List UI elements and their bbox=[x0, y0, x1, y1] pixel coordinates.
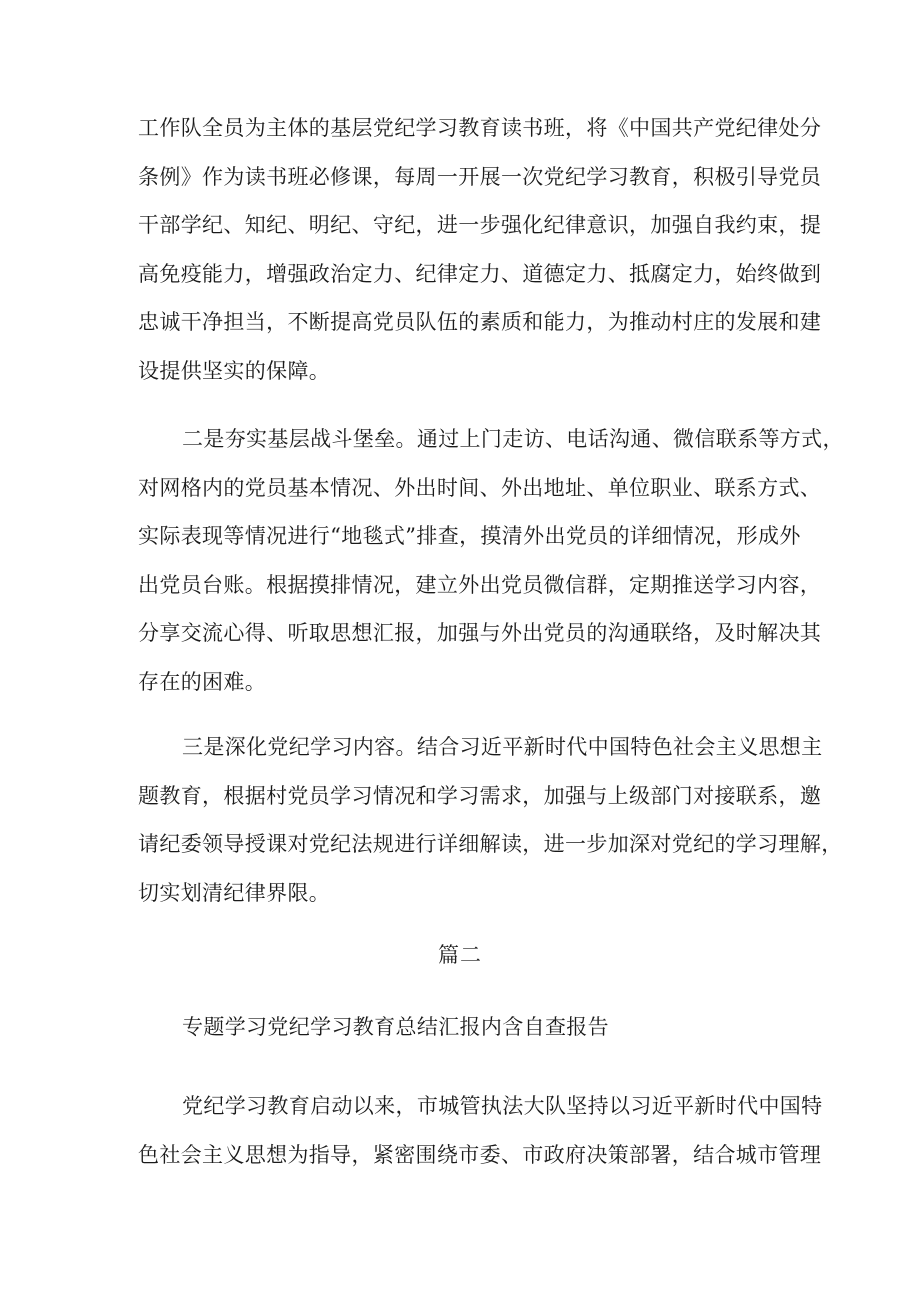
section-heading: 篇二 bbox=[438, 943, 482, 967]
text-line: 高免疫能力，增强政治定力、纪律定力、道德定力、抵腐定力，始终做到 bbox=[138, 261, 822, 286]
text-line: 实际表现等情况进行“地毯式”排查，摸清外出党员的详细情况，形成外 bbox=[138, 524, 801, 548]
text-line: 条例》作为读书班必修课，每周一开展一次党纪学习教育，积极引导党员 bbox=[138, 164, 822, 189]
text-line: 党纪学习教育启动以来，市城管执法大队坚持以习近平新时代中国特 bbox=[182, 1094, 823, 1118]
text-line: 工作队全员为主体的基层党纪学习教育读书班，将《中国共产党纪律处分 bbox=[138, 116, 822, 140]
text-line: 忠诚干净担当，不断提高党员队伍的素质和能力，为推动村庄的发展和建 bbox=[138, 310, 822, 334]
paragraph-2 bbox=[138, 415, 844, 706]
text-line: 二是夯实基层战斗堡垒。通过上门走访、电话沟通、微信联系等方式， bbox=[182, 427, 844, 451]
text-line: 请纪委领导授课对党纪法规进行详细解读，进一步加深对党纪的学习理解， bbox=[138, 832, 843, 856]
sub-title: 专题学习党纪学习教育总结汇报内含自查报告 bbox=[182, 1015, 609, 1039]
text-line: 题教育，根据村党员学习情况和学习需求，加强与上级部门对接联系，邀 bbox=[138, 783, 822, 808]
text-line: 色社会主义思想为指导，紧密围绕市委、市政府决策部署，结合城市管理 bbox=[138, 1142, 822, 1167]
text-line: 出党员台账。根据摸排情况，建立外出党员微信群，定期推送学习内容， bbox=[138, 572, 822, 597]
text-line: 切实划清纪律界限。 bbox=[138, 880, 331, 905]
text-line: 设提供坚实的保障。 bbox=[138, 358, 331, 383]
text-line: 干部学纪、知纪、明纪、守纪，进一步强化纪律意识，加强自我约束，提 bbox=[138, 213, 822, 237]
paragraph-3 bbox=[138, 723, 843, 917]
paragraph-4 bbox=[138, 1082, 823, 1179]
text-line: 对网格内的党员基本情况、外出时间、外出地址、单位职业、联系方式、 bbox=[138, 475, 822, 500]
paragraph-1 bbox=[138, 104, 822, 395]
text-line: 存在的困难。 bbox=[138, 669, 267, 694]
text-line: 分享交流心得、听取思想汇报，加强与外出党员的沟通联络，及时解决其 bbox=[138, 621, 822, 645]
text-line: 三是深化党纪学习内容。结合习近平新时代中国特色社会主义思想主 bbox=[182, 735, 823, 759]
